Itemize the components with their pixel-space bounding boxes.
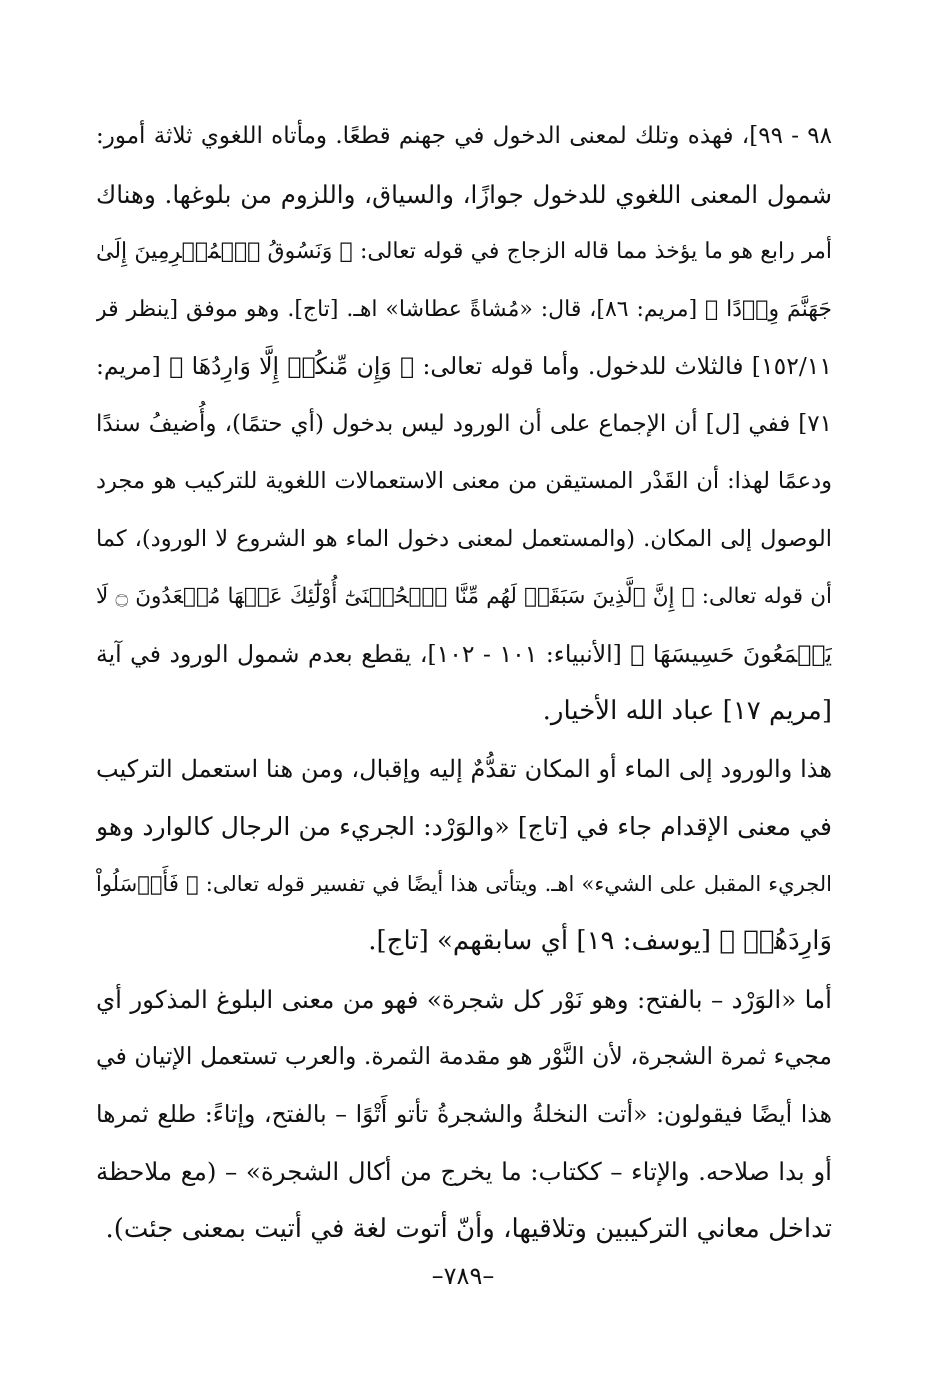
page-body	[96, 108, 832, 1258]
text-line: أمر رابع هو ما يؤخذ مما قاله الزجاج في قوله تعالى: ﴿ وَنَسُوقُ ٱلۡمُجۡرِمِينَ إِلَىٰ	[96, 239, 832, 264]
text-line: ودعمًا لهذا: أن القَدْر المستيقن من معنى الاستعمالات اللغوية للتركيب هو مجرد	[96, 468, 832, 494]
text-line: يَسۡمَعُونَ حَسِيسَهَا ﴾ [الأنبياء: ١٠١ - ١٠٢]، يقطع بعدم شمول الورود في آية	[96, 639, 832, 668]
text-line: أما «الوَرْد – بالفتح: وهو نَوْر كل شجرة» فهو من معنى البلوغ المذكور أي	[96, 984, 832, 1014]
text-line: الوصول إلى المكان. (والمستعمل لمعنى دخول الماء هو الشروع لا الورود)، كما	[96, 525, 832, 552]
text-line: هذا والورود إلى الماء أو المكان تقدُّمٌ إليه وإقبال، ومن هنا استعمل التركيب	[96, 754, 832, 783]
paragraph-3	[96, 971, 832, 1259]
text-line: وَارِدَهُمۡ ﴾ [يوسف: ١٩] أي سابقهم» [تاج].	[368, 926, 832, 956]
text-line: مجيء ثمرة الشجرة، لأن النَّوْر هو مقدمة الثمرة. والعرب تستعمل الإتيان في	[96, 1042, 832, 1070]
text-line: شمول المعنى اللغوي للدخول جوازًا، والسياق، واللزوم من بلوغها. وهناك	[96, 179, 832, 209]
text-line: [مريم ١٧] عباد الله الأخيار.	[542, 696, 832, 726]
paragraph-1	[96, 108, 832, 741]
paragraph-2	[96, 741, 832, 971]
text-line: هذا أيضًا فيقولون: «أتت النخلةُ والشجرةُ تأتو أَتْوًا – بالفتح، وإتاءً: طلع ثمرها	[96, 1099, 832, 1128]
text-line: تداخل معاني التركيبين وتلاقيها، وأنّ أتوت لغة في أتيت بمعنى جئت).	[105, 1213, 832, 1244]
text-line: في معنى الإقدام جاء في [تاج] «والوَرْد: الجريء من الرجال كالوارد وهو	[96, 812, 832, 841]
text-line: ٧١] ففي [ل] أن الإجماع على أن الورود ليس بدخول (أي حتمًا)، وأُضيفُ سندًا	[96, 410, 832, 437]
text-line: ٩٨ - ٩٩]، فهذه وتلك لمعنى الدخول في جهنم قطعًا. ومأتاه اللغوي ثلاثة أمور:	[96, 123, 832, 149]
text-line: ١٥٢/١١] فالثلاث للدخول. وأما قوله تعالى: ﴿ وَإِن مِّنكُمۡ إِلَّا وَارِدُهَا ﴾ [مريم:	[96, 352, 832, 380]
text-line: جَهَنَّمَ وِرۡدًا ﴾ [مريم: ٨٦]، قال: «مُشاةً عطاشا» اهـ. [تاج]. وهو موفق [ينظر قر	[96, 296, 832, 322]
text-line: الجريء المقبل على الشيء» اهـ. ويتأتى هذا أيضًا في تفسير قوله تعالى: ﴿ فَأَرۡسَلُواْ	[96, 871, 832, 896]
page-number: –٧٨٩–	[431, 1262, 495, 1290]
text-line: أن قوله تعالى: ﴿ إِنَّ ٱلَّذِينَ سَبَقَتۡ لَهُم مِّنَّا ٱلۡحُسۡنَىٰٓ أُوْلَٰٓئِكَ عَنۡهَا مُبۡعَدُونَ ۝ لَا	[96, 584, 832, 609]
text-line: أو بدا صلاحه. والإتاء – ككتاب: ما يخرج من أكال الشجرة» – (مع ملاحظة	[96, 1157, 832, 1186]
